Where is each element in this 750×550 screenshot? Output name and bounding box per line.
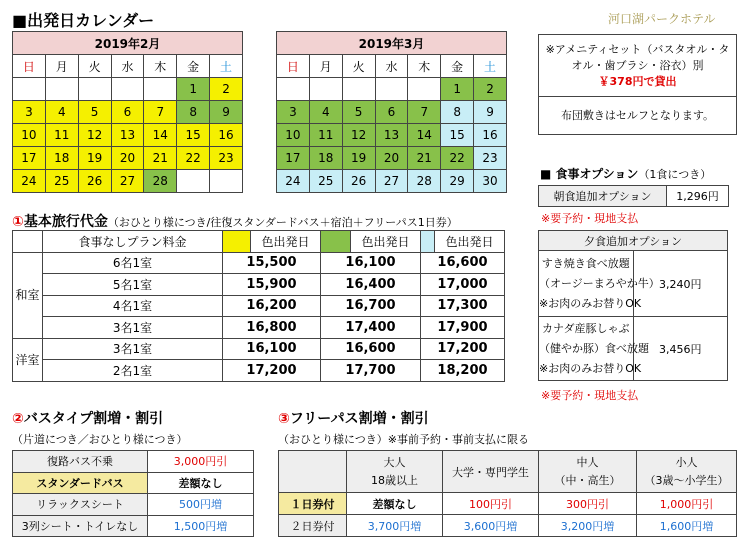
calendar-day: 18 xyxy=(309,147,342,170)
weekday-wed: 水 xyxy=(375,55,408,78)
calendar-day: 22 xyxy=(177,147,210,170)
weekday-sat: 土 xyxy=(474,55,507,78)
calendar-day: 7 xyxy=(408,101,441,124)
calendar-day: 8 xyxy=(441,101,474,124)
col-mid: 中人 （中・高生） xyxy=(539,451,637,493)
swatch-blue xyxy=(421,231,435,253)
calendar-day xyxy=(78,78,111,101)
calendar-day: 3 xyxy=(277,101,310,124)
weekday-fri: 金 xyxy=(177,55,210,78)
col-univ: 大学・専門学生 xyxy=(443,451,539,493)
calendar-day: 5 xyxy=(342,101,375,124)
calendar-day: 27 xyxy=(111,170,144,193)
table-row: １日券付 差額なし 100円引 300円引 1,000円引 xyxy=(279,493,737,515)
meal-note-2: ※要予約・現地支払 xyxy=(541,389,639,402)
calendar-day: 27 xyxy=(375,170,408,193)
amenity-text: ※アメニティセット（バスタオル・タオル・歯ブラシ・浴衣）別 xyxy=(545,42,730,72)
calendar-day xyxy=(111,78,144,101)
bus-heading: ②バスタイプ割増・割引 xyxy=(12,411,164,427)
table-row: 洋室 3名1室 16,100 16,600 17,200 xyxy=(13,338,505,360)
free-table xyxy=(278,450,737,537)
calendar-day xyxy=(144,78,177,101)
weekday-thu: 木 xyxy=(144,55,177,78)
calendar-day: 12 xyxy=(78,124,111,147)
weekday-tue: 火 xyxy=(342,55,375,78)
rates-table xyxy=(12,230,505,382)
calendar-day: 11 xyxy=(309,124,342,147)
hotel-name: 河口湖パークホテル xyxy=(608,12,716,26)
washitsu-label: 和室 xyxy=(13,252,43,338)
meal-heading: ■ 食事オプション（1食につき） xyxy=(540,167,712,181)
calendar-day: 11 xyxy=(45,124,78,147)
calendar-day: 8 xyxy=(177,101,210,124)
calendar-day: 15 xyxy=(441,124,474,147)
calendar-day: 1 xyxy=(441,78,474,101)
col-label-yellow: 色出発日 xyxy=(251,231,321,253)
calendar-day: 4 xyxy=(45,101,78,124)
meal-note-1: ※要予約・現地支払 xyxy=(541,212,639,225)
calendar-day: 21 xyxy=(408,147,441,170)
table-row: 3列シート・トイレなし 1,500円増 xyxy=(13,515,254,537)
table-row: 和室 6名1室 15,500 16,100 16,600 xyxy=(13,252,505,274)
calendar-day: 23 xyxy=(474,147,507,170)
weekday-sun: 日 xyxy=(277,55,310,78)
calendar-day: 1 xyxy=(177,78,210,101)
calendar-day xyxy=(45,78,78,101)
calendar-day: 5 xyxy=(78,101,111,124)
calendar-day: 17 xyxy=(13,147,46,170)
table-row: スタンダードバス 差額なし xyxy=(13,472,254,494)
weekday-wed: 水 xyxy=(111,55,144,78)
calendar-day: 19 xyxy=(342,147,375,170)
table-row: 2名1室 17,200 17,700 18,200 xyxy=(13,360,505,382)
calendar-day: 7 xyxy=(144,101,177,124)
rates-heading: ①基本旅行代金（おひとり様につき/往復スタンダードバス＋宿泊＋フリーパス1日券） xyxy=(12,214,458,230)
calendar-day: 13 xyxy=(111,124,144,147)
calendar-day xyxy=(342,78,375,101)
calendar-day: 2 xyxy=(474,78,507,101)
calendar-day: 4 xyxy=(309,101,342,124)
calendar-day: 20 xyxy=(375,147,408,170)
calendar-day: 18 xyxy=(45,147,78,170)
calendar-day: 13 xyxy=(375,124,408,147)
dinner-option-shabu-price: 3,456円 xyxy=(633,317,728,381)
bus-table xyxy=(12,450,254,537)
swatch-green xyxy=(321,231,351,253)
calendar-day: 24 xyxy=(277,170,310,193)
breakfast-price: 1,296円 xyxy=(667,186,729,207)
calendar-day: 26 xyxy=(342,170,375,193)
calendar-day: 21 xyxy=(144,147,177,170)
weekday-thu: 木 xyxy=(408,55,441,78)
table-row: 4名1室 16,200 16,700 17,300 xyxy=(13,295,505,317)
col-adult: 大人 18歳以上 xyxy=(347,451,443,493)
dinner-option-sukiyaki: すき焼き食べ放題 （オージーまろやか牛） ※お肉のみお替りOK xyxy=(539,251,634,317)
calendar-day: 30 xyxy=(474,170,507,193)
calendar-day: 9 xyxy=(474,101,507,124)
calendar-day xyxy=(13,78,46,101)
calendar-day: 29 xyxy=(441,170,474,193)
weekday-fri: 金 xyxy=(441,55,474,78)
weekday-sun: 日 xyxy=(13,55,46,78)
calendar-day: 12 xyxy=(342,124,375,147)
calendar-day: 25 xyxy=(45,170,78,193)
weekday-sat: 土 xyxy=(210,55,243,78)
calendar-day xyxy=(375,78,408,101)
calendar-day: 22 xyxy=(441,147,474,170)
calendar-day: 2 xyxy=(210,78,243,101)
calendar-day: 16 xyxy=(210,124,243,147)
swatch-yellow xyxy=(223,231,251,253)
calendar-day: 10 xyxy=(13,124,46,147)
page-title: ■出発日カレンダー xyxy=(12,11,155,30)
plan-label: 食事なしプラン料金 xyxy=(43,231,223,253)
futon-note: 布団敷きはセルフとなります。 xyxy=(539,97,737,135)
table-row: 復路バス不乗 3,000円引 xyxy=(13,451,254,473)
calendar-day: 3 xyxy=(13,101,46,124)
free-heading: ③フリーパス割増・割引 xyxy=(278,411,429,427)
dinner-table xyxy=(538,230,728,381)
table-row: リラックスシート 500円増 xyxy=(13,494,254,516)
dinner-label: 夕食追加オプション xyxy=(539,231,728,251)
calendar-day xyxy=(277,78,310,101)
table-row: ２日券付 3,700円増 3,600円増 3,200円増 1,600円増 xyxy=(279,515,737,537)
calendar-feb xyxy=(12,31,243,193)
calendar-day: 6 xyxy=(375,101,408,124)
calendar-day: 14 xyxy=(408,124,441,147)
weekday-tue: 火 xyxy=(78,55,111,78)
calendar-day: 9 xyxy=(210,101,243,124)
calendar-day: 15 xyxy=(177,124,210,147)
calendar-day xyxy=(177,170,210,193)
calendar-day: 14 xyxy=(144,124,177,147)
amenity-box xyxy=(538,34,737,135)
weekday-mon: 月 xyxy=(45,55,78,78)
calendar-day: 28 xyxy=(408,170,441,193)
calendar-day xyxy=(408,78,441,101)
youshitsu-label: 洋室 xyxy=(13,338,43,381)
calendar-day xyxy=(210,170,243,193)
calendar-day: 10 xyxy=(277,124,310,147)
table-row: 5名1室 15,900 16,400 17,000 xyxy=(13,274,505,296)
free-subheading: （おひとり様につき）※事前予約・事前支払に限る xyxy=(278,433,529,446)
table-row: 3名1室 16,800 17,400 17,900 xyxy=(13,317,505,339)
calendar-day xyxy=(309,78,342,101)
breakfast-label: 朝食追加オプション xyxy=(539,186,667,207)
calendar-day: 23 xyxy=(210,147,243,170)
amenity-price: ￥378円で貸出 xyxy=(598,74,677,88)
calendar-day: 28 xyxy=(144,170,177,193)
calendar-mar-caption: 2019年3月 xyxy=(277,32,507,55)
calendar-day: 24 xyxy=(13,170,46,193)
calendar-day: 19 xyxy=(78,147,111,170)
dinner-option-sukiyaki-price: 3,240円 xyxy=(633,251,728,317)
col-child: 小人 （3歳～小学生） xyxy=(637,451,737,493)
col-label-green: 色出発日 xyxy=(351,231,421,253)
dinner-option-shabu: カナダ産豚しゃぶ （健やか豚）食べ放題 ※お肉のみお替りOK xyxy=(539,317,634,381)
breakfast-table xyxy=(538,185,729,207)
calendar-day: 17 xyxy=(277,147,310,170)
weekday-mon: 月 xyxy=(309,55,342,78)
calendar-day: 25 xyxy=(309,170,342,193)
calendar-day: 6 xyxy=(111,101,144,124)
calendar-feb-caption: 2019年2月 xyxy=(13,32,243,55)
calendar-day: 16 xyxy=(474,124,507,147)
calendar-day: 26 xyxy=(78,170,111,193)
calendar-day: 20 xyxy=(111,147,144,170)
calendar-mar xyxy=(276,31,507,193)
col-label-blue: 色出発日 xyxy=(435,231,505,253)
bus-subheading: （片道につき／おひとり様につき） xyxy=(12,433,188,446)
